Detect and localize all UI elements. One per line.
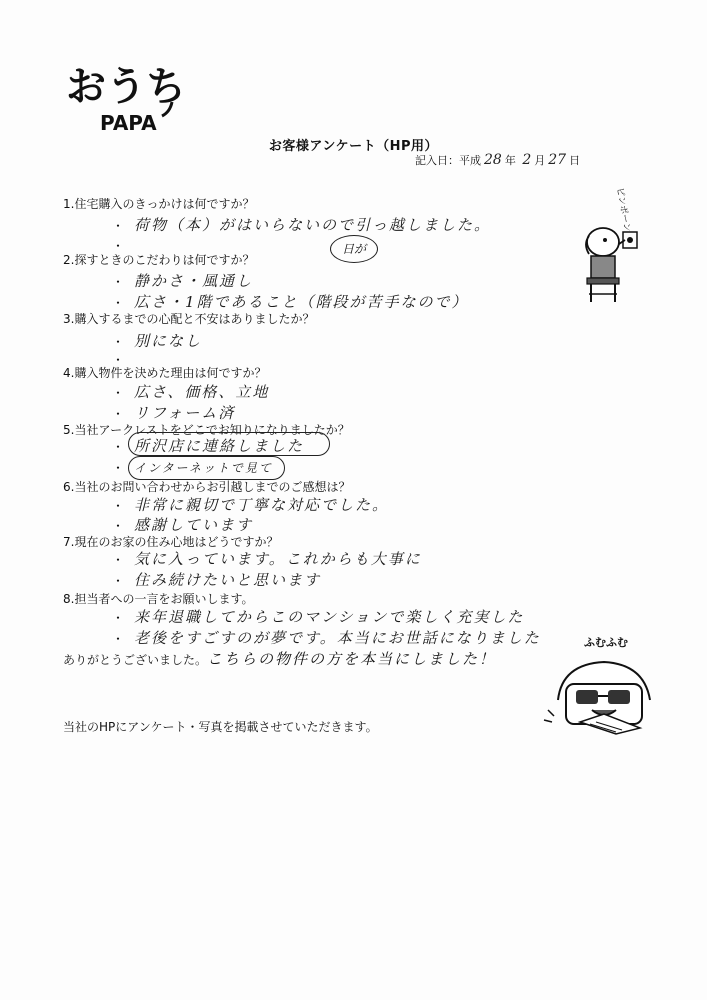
ouchi-papa-logo <box>62 56 192 136</box>
thanks-printed: ありがとうございました。 <box>63 653 208 667</box>
answer-text: 気に入っています。これからも大事に <box>134 550 422 568</box>
bullet: ・ <box>112 440 125 454</box>
answer-8-2 <box>112 627 541 648</box>
date-year: 28 <box>484 152 502 168</box>
answer-text: 所沢店に連絡しました <box>134 437 305 455</box>
thanks-line <box>63 648 496 669</box>
bullet: ・ <box>112 386 125 400</box>
answer-1-1 <box>112 214 491 235</box>
date-day: 27 <box>548 152 567 168</box>
answer-6-1 <box>112 494 389 515</box>
date-day-unit: 日 <box>569 154 581 167</box>
answer-7-1 <box>112 548 422 569</box>
footer-notice: 当社のHPにアンケート・写真を掲載させていただきます。 <box>63 720 378 734</box>
date-year-unit: 年 <box>504 154 516 167</box>
answer-4-1 <box>112 381 269 402</box>
answer-text: 広さ・1階であること（階段が苦手なので） <box>134 293 469 311</box>
bullet: ・ <box>112 632 125 646</box>
entry-date <box>415 152 580 168</box>
question-2: 2.探すときのこだわりは何ですか？ <box>63 253 255 267</box>
answer-8-1 <box>112 606 524 627</box>
answer-2-1 <box>112 270 253 291</box>
answer-text: リフォーム済 <box>134 404 236 422</box>
bullet: ・ <box>112 407 125 421</box>
answer-7-2 <box>112 569 321 590</box>
answer-3-1 <box>112 330 202 351</box>
bullet: ・ <box>112 461 125 475</box>
question-5: 5.当社アークレストをどこでお知りになりましたか？ <box>63 423 350 437</box>
answer-6-2 <box>112 514 253 535</box>
answer-text: 広さ、価格、立地 <box>134 383 270 401</box>
answer-text: 老後をすごすのが夢です。本当にお世話になりました <box>134 629 541 647</box>
question-3: 3.購入するまでの心配と不安はありましたか？ <box>63 312 315 326</box>
bullet: ・ <box>112 296 125 310</box>
bullet: ・ <box>112 219 125 233</box>
reading-mascot-illustration <box>540 630 670 750</box>
question-4: 4.購入物件を決めた理由は何ですか？ <box>63 366 267 380</box>
bullet: ・ <box>112 239 125 253</box>
doorbell-dog-illustration <box>575 180 655 310</box>
answer-text: 静かさ・風通し <box>134 272 254 290</box>
bullet: ・ <box>112 499 125 513</box>
bullet: ・ <box>112 335 125 349</box>
survey-title: お客様アンケート（HP用） <box>268 139 439 154</box>
date-month: 2 <box>522 152 532 168</box>
question-8: 8.担当者への一言をお願いします。 <box>63 592 254 606</box>
answer-2-2 <box>112 291 469 312</box>
date-label: 記入日：平成 <box>415 154 481 167</box>
question-7: 7.現在のお家の住み心地はどうですか？ <box>63 535 279 549</box>
answer-4-2 <box>112 402 235 423</box>
margin-note: 日が <box>330 235 378 263</box>
bullet: ・ <box>112 574 125 588</box>
bullet: ・ <box>112 553 125 567</box>
answer-text: 来年退職してからこのマンションで楽しく充実した <box>134 608 525 626</box>
logo-sub-text: PAPA <box>100 111 157 135</box>
answer-text: 別になし <box>134 332 203 350</box>
thanks-handwritten: こちらの物件の方を本当にしました！ <box>207 650 497 668</box>
answer-text: 荷物（本）がはいらないので引っ越しました。 <box>134 216 492 234</box>
answer-text: 感謝しています <box>134 516 254 534</box>
answer-text: 非常に親切で丁寧な対応でした。 <box>134 496 390 514</box>
logo-main-text: おうち <box>66 64 186 110</box>
answer-text: 住み続けたいと思います <box>134 571 322 589</box>
answer-5-2 <box>112 459 273 476</box>
date-month-unit: 月 <box>534 154 546 167</box>
answer-text: インターネットで見て <box>134 461 273 475</box>
question-6: 6.当社のお問い合わせからお引越しまでのご感想は？ <box>63 480 351 494</box>
question-1: 1.住宅購入のきっかけは何ですか？ <box>63 197 255 211</box>
bullet: ・ <box>112 519 125 533</box>
bullet: ・ <box>112 275 125 289</box>
bullet: ・ <box>112 353 125 367</box>
bullet: ・ <box>112 611 125 625</box>
mascot-reading-text: ふむふむ <box>584 636 628 649</box>
answer-5-1 <box>112 435 304 456</box>
mascot-doorbell-text: ピンポーン <box>614 186 632 233</box>
